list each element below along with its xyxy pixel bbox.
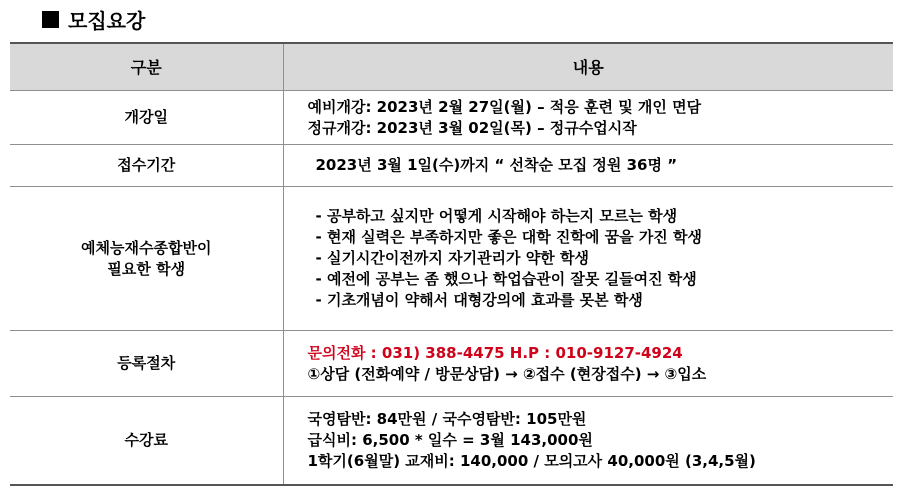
row-label-text: 수강료 bbox=[124, 430, 168, 449]
table-row-tuition bbox=[10, 397, 893, 485]
tuition-line: 국영탐반: 84만원 / 국수영탐반: 105만원 bbox=[307, 409, 587, 428]
materials-fee-line: 1학기(6월말) 교재비: 140,000 / 모의고사 40,000원 (3,4,5월) bbox=[307, 451, 756, 470]
row-label-target-students bbox=[10, 187, 283, 331]
contact-phone-line: 문의전화 : 031) 388-4475 H.P : 010-9127-4924 bbox=[307, 343, 683, 362]
title-square-icon bbox=[42, 11, 59, 28]
target-student-item: - 실기시간이전까지 자기관리가 약한 학생 bbox=[315, 249, 589, 267]
row-value-opening-date bbox=[283, 91, 893, 145]
target-student-item: - 현재 실력은 부족하지만 좋은 대학 진학에 꿈을 가진 학생 bbox=[315, 228, 702, 246]
header-category: 구분 bbox=[10, 43, 283, 91]
target-student-item: - 기초개념이 약해서 대형강의에 효과를 못본 학생 bbox=[315, 291, 643, 309]
row-label-application-period bbox=[10, 145, 283, 187]
row-value-registration bbox=[283, 331, 893, 397]
page-title bbox=[42, 4, 145, 34]
table-row-opening-date bbox=[10, 91, 893, 145]
page-title-text: 모집요강 bbox=[68, 8, 146, 33]
row-label-tuition bbox=[10, 397, 283, 485]
target-student-item: - 공부하고 싶지만 어떻게 시작해야 하는지 모르는 학생 bbox=[315, 207, 678, 225]
table-header-row bbox=[10, 43, 893, 91]
row-label-text-line-2: 필요한 학생 bbox=[107, 259, 186, 278]
row-value-target-students bbox=[283, 187, 893, 331]
row-label-text: 개강일 bbox=[124, 108, 168, 126]
target-student-item: - 예전에 공부는 좀 했으나 학업습관이 잘못 길들여진 학생 bbox=[315, 270, 697, 288]
row-value-application-period bbox=[283, 145, 893, 187]
preliminary-opening-line: 예비개강: 2023년 2월 27일(월) – 적응 훈련 및 개인 면담 bbox=[307, 97, 702, 116]
row-label-opening-date bbox=[10, 91, 283, 145]
table-row-registration bbox=[10, 331, 893, 397]
table-row-application-period bbox=[10, 145, 893, 187]
header-content: 내용 bbox=[283, 43, 893, 91]
row-value-tuition bbox=[283, 397, 893, 485]
row-label-text-line-1: 예체능재수종합반이 bbox=[81, 238, 212, 257]
registration-steps-line: ①상담 (전화예약 / 방문상담) → ②접수 (현장접수) → ③입소 bbox=[307, 364, 707, 383]
row-label-text: 접수기간 bbox=[117, 156, 176, 174]
regular-opening-line: 정규개강: 2023년 3월 02일(목) – 정규수업시작 bbox=[307, 118, 637, 137]
row-label-registration bbox=[10, 331, 283, 397]
table-row-target-students bbox=[10, 187, 893, 331]
application-period-line: 2023년 3월 1일(수)까지 “ 선착순 모집 정원 36명 ” bbox=[315, 156, 678, 174]
row-label-text: 등록절차 bbox=[117, 354, 176, 372]
recruitment-table bbox=[10, 42, 893, 486]
meal-fee-line: 급식비: 6,500 * 일수 = 3월 143,000원 bbox=[307, 430, 593, 449]
